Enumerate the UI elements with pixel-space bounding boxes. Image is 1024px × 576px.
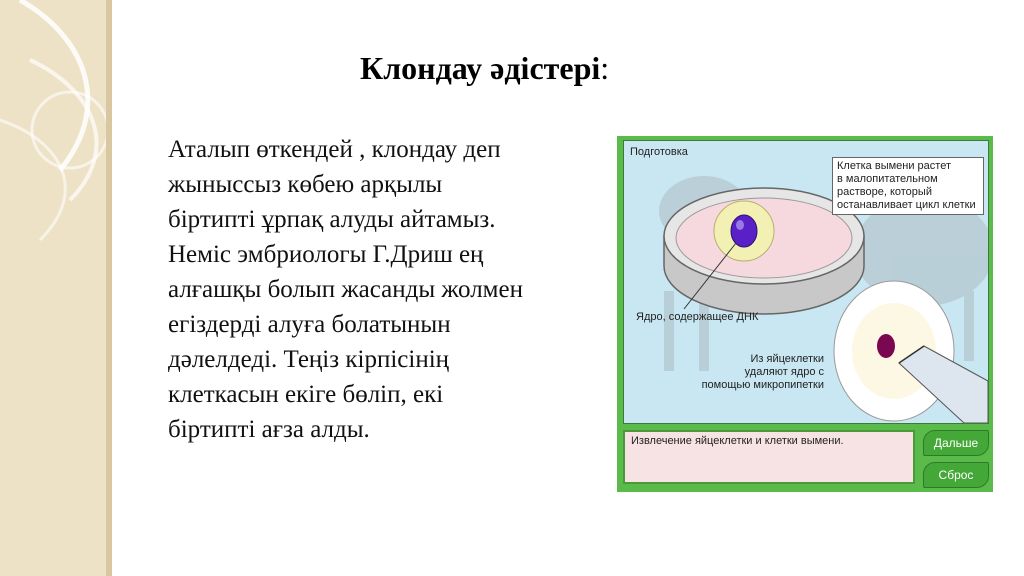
udder-cell [714,201,774,261]
body-line: біртипті ағза алды. [168,416,370,443]
cloning-simulation [617,136,993,492]
body-paragraph [168,132,608,447]
ornament-swirls [0,0,112,576]
egg-cell [834,281,954,421]
body-line: егіздерді алуға болатынын [168,311,451,338]
stage-label: Подготовка [630,146,688,158]
body-line: Неміс эмбриологы Г.Дриш ең [168,241,484,268]
body-line: дәлелдеді. Теңіз кірпісінің [168,346,450,373]
strip-edge [106,0,112,576]
slide-title [360,50,609,87]
callout-line: удаляют ядро с [744,366,824,378]
body-line: біртипті ұрпақ алуды айтамыз. [168,206,496,233]
status-box: Извлечение яйцеклетки и клетки вымени. [623,430,915,484]
next-button[interactable]: Дальше [923,430,989,456]
callout-line: растворе, который [837,186,932,198]
callout-line: останавливает цикл клетки [837,199,976,211]
body-line: клеткасын екіге бөліп, екі [168,381,444,408]
body-line: Аталып өткендей , клондау деп [168,136,501,163]
callout-line: Из яйцеклетки [750,353,824,365]
nucleus-label: Ядро, содержащее ДНК [636,311,759,323]
callout-line: Клетка вымени растет [837,160,951,172]
simulation-canvas [623,140,989,424]
callout-line: в малопитательном [837,173,938,185]
body-line: алғашқы болып жасанды жолмен [168,276,523,303]
callout-line: помощью микропипетки [701,379,824,391]
body-line: жыныссыз көбею арқылы [168,171,443,198]
cell-callout [832,157,984,215]
slide-title-colon: : [600,50,610,86]
pipette-callout [694,353,824,392]
slide-title-text: Клондау әдістері [360,50,601,86]
decorative-left-strip [0,0,112,576]
reset-button[interactable]: Сброс [923,462,989,488]
